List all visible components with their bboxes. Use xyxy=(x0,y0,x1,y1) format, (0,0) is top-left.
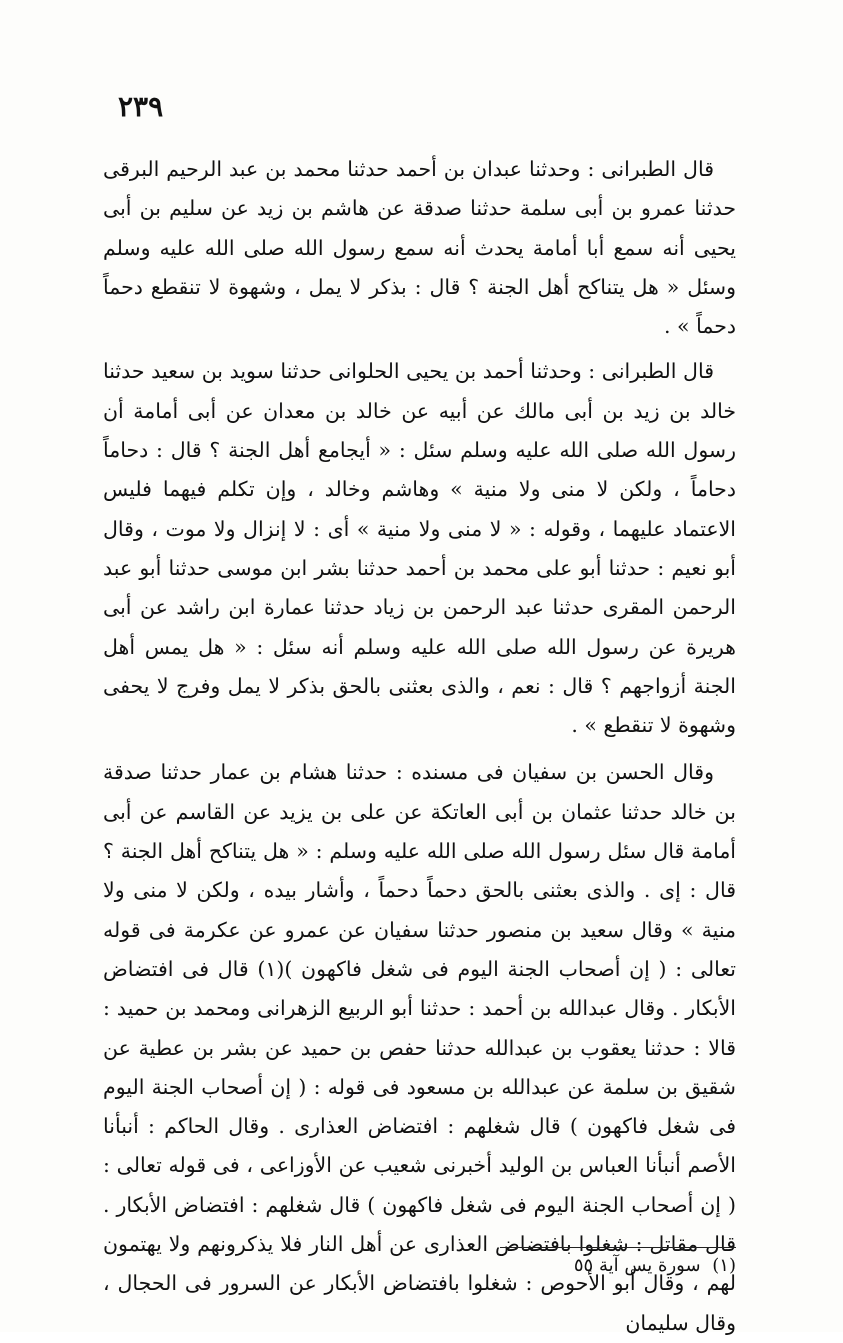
paragraph-3: وقال الحسن بن سفيان فى مسنده : حدثنا هشام بن عمار حدثنا صدقة بن خالد حدثنا عثمان بن أبى العاتكة عن على بن يزيد عن القاسم عن أبى أمامة قال سئل رسول الله صلى الله عليه وسلم : « هل يتناكح أهل الجنة ؟ قال : إى . والذى بعثنى بالحق دحماً دحماً ، وأشار بيده ، ولكن لا منى ولا منية » وقال سعيد بن منصور حدثنا سفيان عن عمرو عن عكرمة فى قوله تعالى : ( إن أصحاب الجنة اليوم فى شغل فاكهون )(١) قال فى افتضاض الأبكار . وقال عبدالله بن أحمد : حدثنا أبو الربيع الزهرانى ومحمد بن حميد : قالا : حدثنا يعقوب بن عبدالله حدثنا حفص بن حميد عن بشر بن عطية عن شقيق بن سلمة عن عبدالله بن مسعود فى قوله : ( إن أصحاب الجنة اليوم فى شغل فاكهون ) قال شغلهم : افتضاض العذارى . وقال الحاكم : أنبأنا الأصم أنبأنا العباس بن الوليد أخبرنى شعيب عن الأوزاعى ، فى قوله تعالى : ( إن أصحاب الجنة اليوم فى شغل فاكهون ) قال شغلهم : افتضاض الأبكار . قال مقاتل : شغلوا بافتضاض العذارى عن أهل النار فلا يذكرونهم ولا يهتمون لهم ، وقال أبو الأحوص : شغلوا بافتضاض الأبكار عن السرور فى الحجال ، وقال سليمان xyxy=(103,760,736,1335)
footnote-divider xyxy=(500,1247,736,1248)
footnote-text: سورة يس آية ٥٥ xyxy=(573,1255,701,1276)
footnote-mark: (١) xyxy=(712,1255,736,1276)
paragraph-1: قال الطبرانى : وحدثنا عبدان بن أحمد حدثنا محمد بن عبد الرحيم البرقى حدثنا عمرو بن أبى سلمة حدثنا صدقة عن هاشم بن زيد عن سليم بن أبى يحيى أنه سمع أبا أمامة يحدث أنه سمع رسول الله صلى الله عليه وسلم وسئل « هل يتناكح أهل الجنة ؟ قال : بذكر لا يمل ، وشهوة لا تنقطع دحماً دحماً » . xyxy=(103,157,736,339)
page-number: ٢٣٩ xyxy=(118,90,164,123)
paragraph-2: قال الطبرانى : وحدثنا أحمد بن يحيى الحلوانى حدثنا سويد بن سعيد حدثنا خالد بن زيد بن أبى مالك عن أبيه عن خالد بن معدان عن أبى أمامة أن رسول الله صلى الله عليه وسلم سئل : « أيجامع أهل الجنة ؟ قال : دحاماً دحاماً ، ولكن لا منى ولا منية » وهاشم وخالد ، وإن تكلم فيهما فليس الاعتماد عليهما ، وقوله : « لا منى ولا منية » أى : لا إنزال ولا موت ، وقال أبو نعيم : حدثنا أبو على محمد بن أحمد حدثنا بشر ابن موسى حدثنا أبو عبد الرحمن المقرى حدثنا عبد الرحمن بن زياد حدثنا عمارة ابن راشد عن أبى هريرة عن رسول الله صلى الله عليه وسلم أنه سئل : « هل يمس أهل الجنة أزواجهم ؟ قال : نعم ، والذى بعثنى بالحق بذكر لا يمل وفرج لا يحفى وشهوة لا تنقطع » . xyxy=(103,359,736,738)
footnote xyxy=(480,1252,736,1280)
main-text xyxy=(103,150,736,1343)
